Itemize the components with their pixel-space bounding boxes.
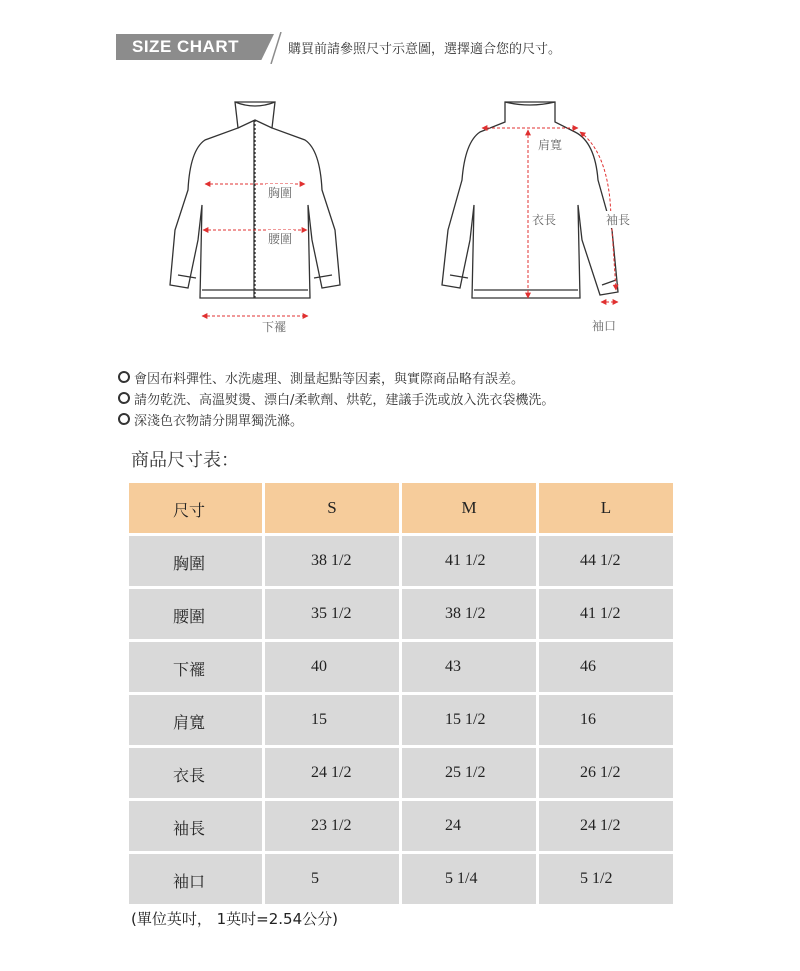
table-cell: 35 1/2 xyxy=(311,605,352,622)
table-cell: 16 xyxy=(580,711,596,728)
care-notes xyxy=(118,368,718,431)
chest-label: 胸圍 xyxy=(268,186,293,200)
row-label: 胸圍 xyxy=(173,554,206,573)
unit-footnote: (單位英吋， 1英吋=2.54公分) xyxy=(131,910,338,928)
divider-slash xyxy=(269,32,283,64)
table-row xyxy=(129,748,673,798)
table-row xyxy=(129,854,673,904)
sleeve-label: 袖長 xyxy=(606,213,631,227)
shoulder-label: 肩寬 xyxy=(538,138,563,152)
table-cell: 15 1/2 xyxy=(445,711,486,728)
bullet-icon xyxy=(118,413,130,425)
header-cell: 尺寸 xyxy=(173,501,206,520)
size-chart-badge-text: SIZE CHART xyxy=(132,37,239,56)
table-row xyxy=(129,536,673,586)
back-jacket-drawing xyxy=(442,102,618,298)
table-cell: 44 1/2 xyxy=(580,552,621,569)
garment-diagram xyxy=(150,80,670,340)
front-jacket-drawing xyxy=(170,102,340,298)
table-cell: 46 xyxy=(580,658,596,675)
row-label: 下襬 xyxy=(173,660,206,679)
table-cell: 25 1/2 xyxy=(445,764,486,781)
table-cell: 5 xyxy=(311,870,319,887)
table-row xyxy=(129,642,673,692)
row-label: 肩寬 xyxy=(173,713,206,732)
length-label: 衣長 xyxy=(532,213,557,227)
table-cell: 38 1/2 xyxy=(311,552,352,569)
table-cell: 24 xyxy=(445,817,461,834)
note-item: 請勿乾洗、高溫熨燙、漂白/柔軟劑、烘乾，建議手洗或放入洗衣袋機洗。 xyxy=(118,389,718,410)
note-item: 會因布料彈性、水洗處理、測量起點等因素，與實際商品略有誤差。 xyxy=(118,368,718,389)
row-label: 袖長 xyxy=(173,819,206,838)
header-cell: S xyxy=(327,498,337,517)
table-cell: 24 1/2 xyxy=(580,817,621,834)
table-row xyxy=(129,589,673,639)
note-item: 深淺色衣物請分開單獨洗滌。 xyxy=(118,410,718,431)
header-cell: L xyxy=(600,498,612,517)
bullet-icon xyxy=(118,371,130,383)
table-title: 商品尺寸表： xyxy=(131,450,239,471)
table-header-row xyxy=(129,483,673,533)
row-label: 衣長 xyxy=(173,766,206,785)
table-cell: 15 xyxy=(311,711,327,728)
table-cell: 5 1/2 xyxy=(580,870,613,887)
header-note: 購買前請參照尺寸示意圖，選擇適合您的尺寸。 xyxy=(288,42,562,57)
table-cell: 40 xyxy=(311,658,327,675)
bullet-icon xyxy=(118,392,130,404)
size-chart-header xyxy=(116,34,716,60)
row-label: 袖口 xyxy=(173,872,206,891)
table-cell: 24 1/2 xyxy=(311,764,352,781)
table-cell: 41 1/2 xyxy=(445,552,486,569)
table-cell: 38 1/2 xyxy=(445,605,486,622)
table-cell: 23 1/2 xyxy=(311,817,352,834)
table-row xyxy=(129,801,673,851)
jacket-illustration xyxy=(150,80,670,340)
row-label: 腰圍 xyxy=(173,607,206,626)
cuff-label: 袖口 xyxy=(592,319,617,333)
table-cell: 5 1/4 xyxy=(445,870,478,887)
table-cell: 26 1/2 xyxy=(580,764,621,781)
table-row xyxy=(129,695,673,745)
table-cell: 41 1/2 xyxy=(580,605,621,622)
header-cell: M xyxy=(461,498,477,517)
waist-label: 腰圍 xyxy=(268,232,293,246)
table-cell: 43 xyxy=(445,658,461,675)
hem-label: 下襬 xyxy=(262,320,287,334)
